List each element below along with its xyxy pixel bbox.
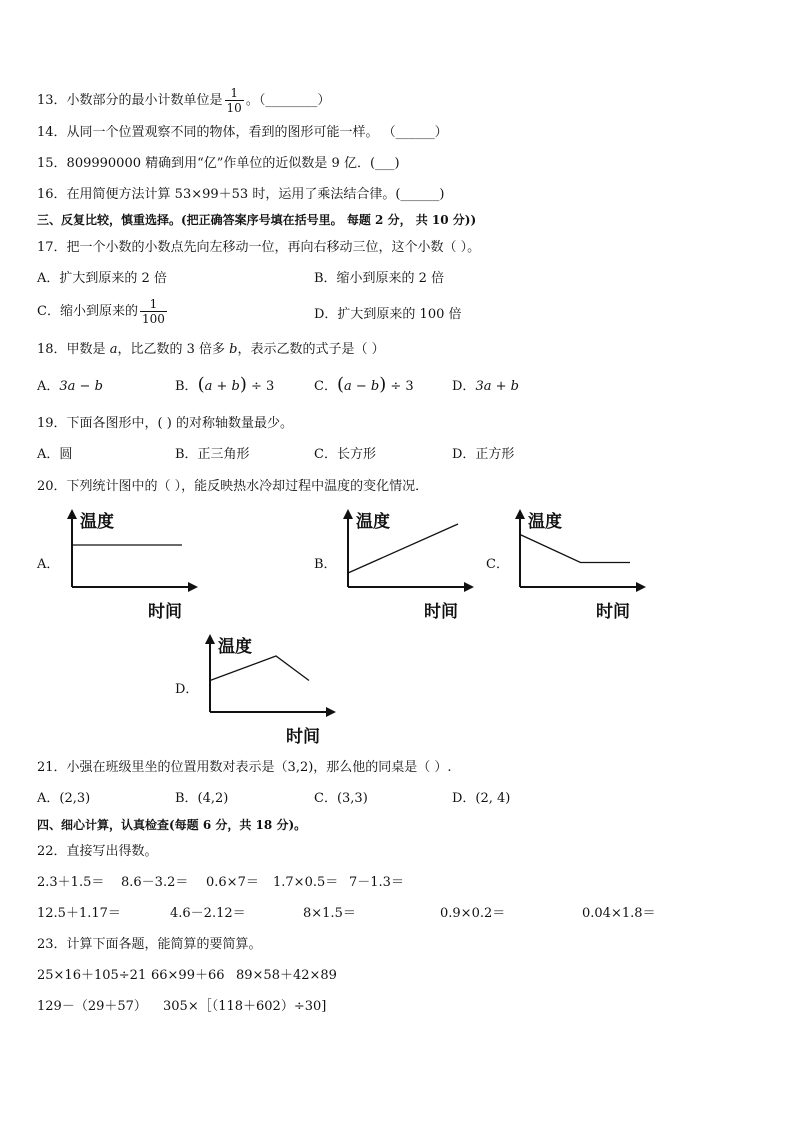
question-19-stem: 19．下面各图形中，( ) 的对称轴数量最少。 (37, 416, 293, 431)
question-16: 16．在用简便方法计算 53×99＋53 时，运用了乘法结合律。(______) (37, 187, 445, 202)
q13-fraction: $\frac{1}{10}$ (226, 86, 242, 115)
y-axis-label: 温度 (80, 512, 114, 532)
x-axis-label: 时间 (596, 602, 630, 622)
y-axis-arrow (67, 509, 77, 519)
q22-item: 7－1.3＝ (349, 875, 404, 890)
q13-prefix: 13．小数部分的最小计数单位是 (37, 93, 223, 108)
q19-option-c: C．长方形 (314, 447, 376, 462)
x-axis-arrow (326, 707, 336, 717)
q20-chart-b (336, 505, 476, 625)
q18-option-c: C．(a − b) ÷ 3 (314, 374, 414, 395)
q18-option-a: A．3a − b (37, 379, 103, 394)
x-axis-arrow (636, 582, 646, 592)
q23-item: 66×99＋66 (151, 968, 225, 983)
q22-item: 0.04×1.8＝ (582, 906, 656, 921)
q17-option-c: C．缩小到原来的 $\frac{1}{100}$ (37, 297, 165, 326)
q13-suffix: 。（________） (245, 93, 331, 108)
q21-option-a: A．(2,3) (37, 791, 91, 806)
x-axis-label: 时间 (286, 727, 320, 747)
q20-chart-d (198, 630, 348, 750)
q20-label-d: D． (175, 682, 199, 697)
q20-label-c: C． (486, 557, 509, 572)
y-axis-arrow (343, 509, 353, 519)
y-axis-arrow (515, 509, 525, 519)
q19-option-a: A．圆 (37, 447, 73, 462)
q19-option-d: D．正方形 (452, 447, 515, 462)
y-axis-label: 温度 (356, 512, 390, 532)
q22-item: 2.3＋1.5＝ (37, 875, 105, 890)
y-axis-label: 温度 (528, 512, 562, 532)
q23-item: 129－（29＋57） (37, 999, 147, 1014)
question-17-stem: 17．把一个小数的小数点先向左移动一位，再向右移动三位，这个小数（ ）。 (37, 240, 481, 255)
series-line (520, 535, 630, 563)
question-23-stem: 23．计算下面各题，能简算的要简算。 (37, 937, 262, 952)
q17-option-b: B．缩小到原来的 2 倍 (314, 271, 445, 286)
q17-option-d: D．扩大到原来的 100 倍 (314, 307, 462, 322)
question-18-stem: 18．甲数是 a，比乙数的 3 倍多 b，表示乙数的式子是（ ） (37, 342, 385, 357)
q22-item: 4.6－2.12＝ (170, 906, 246, 921)
x-axis-label: 时间 (424, 602, 458, 622)
y-axis-label: 温度 (218, 637, 252, 657)
question-21-stem: 21．小强在班级里坐的位置用数对表示是（3,2)，那么他的同桌是（ ）. (37, 760, 452, 775)
q22-item: 8.6－3.2＝ (121, 875, 189, 890)
x-axis-arrow (464, 582, 474, 592)
q20-label-a: A． (37, 557, 60, 572)
q22-item: 0.6×7＝ (206, 875, 259, 890)
question-15: 15．809990000 精确到用“亿”作单位的近似数是 9 亿．(___) (37, 156, 400, 171)
q23-item: 305×［（118＋602）÷30] (163, 999, 327, 1014)
q17-c-fraction: $\frac{1}{100}$ (141, 297, 165, 326)
q18-option-d: D．3a + b (452, 379, 519, 394)
section-3-heading: 三、反复比较，慎重选择。(把正确答案序号填在括号里。 每题 2 分， 共 10 分)) (37, 213, 477, 227)
q18-option-b: B．(a + b) ÷ 3 (175, 374, 275, 395)
q21-option-b: B．(4,2) (175, 791, 229, 806)
q17-option-a: A．扩大到原来的 2 倍 (37, 271, 167, 286)
y-axis-arrow (205, 634, 215, 644)
question-20-stem: 20．下列统计图中的（ ），能反映热水冷却过程中温度的变化情况． (37, 479, 429, 494)
series-line (210, 656, 309, 681)
q22-item: 1.7×0.5＝ (273, 875, 339, 890)
q22-item: 0.9×0.2＝ (440, 906, 506, 921)
q20-chart-c (508, 505, 658, 625)
section-4-heading: 四、细心计算，认真检查(每题 6 分，共 18 分)。 (37, 818, 307, 832)
question-22-stem: 22．直接写出得数。 (37, 844, 158, 859)
q23-item: 25×16＋105÷21 (37, 968, 147, 983)
q21-option-c: C．(3,3) (314, 791, 368, 806)
q20-label-b: B． (314, 557, 337, 572)
q20-chart-a (60, 505, 200, 625)
q22-item: 8×1.5＝ (303, 906, 356, 921)
q23-item: 89×58＋42×89 (236, 968, 337, 983)
q21-option-d: D．(2, 4) (452, 791, 511, 806)
x-axis-label: 时间 (148, 602, 182, 622)
question-13 (37, 86, 330, 115)
q19-option-b: B．正三角形 (175, 447, 250, 462)
q22-item: 12.5＋1.17＝ (37, 906, 121, 921)
question-14: 14．从同一个位置观察不同的物体，看到的图形可能一样。 （______） (37, 125, 448, 140)
x-axis-arrow (188, 582, 198, 592)
